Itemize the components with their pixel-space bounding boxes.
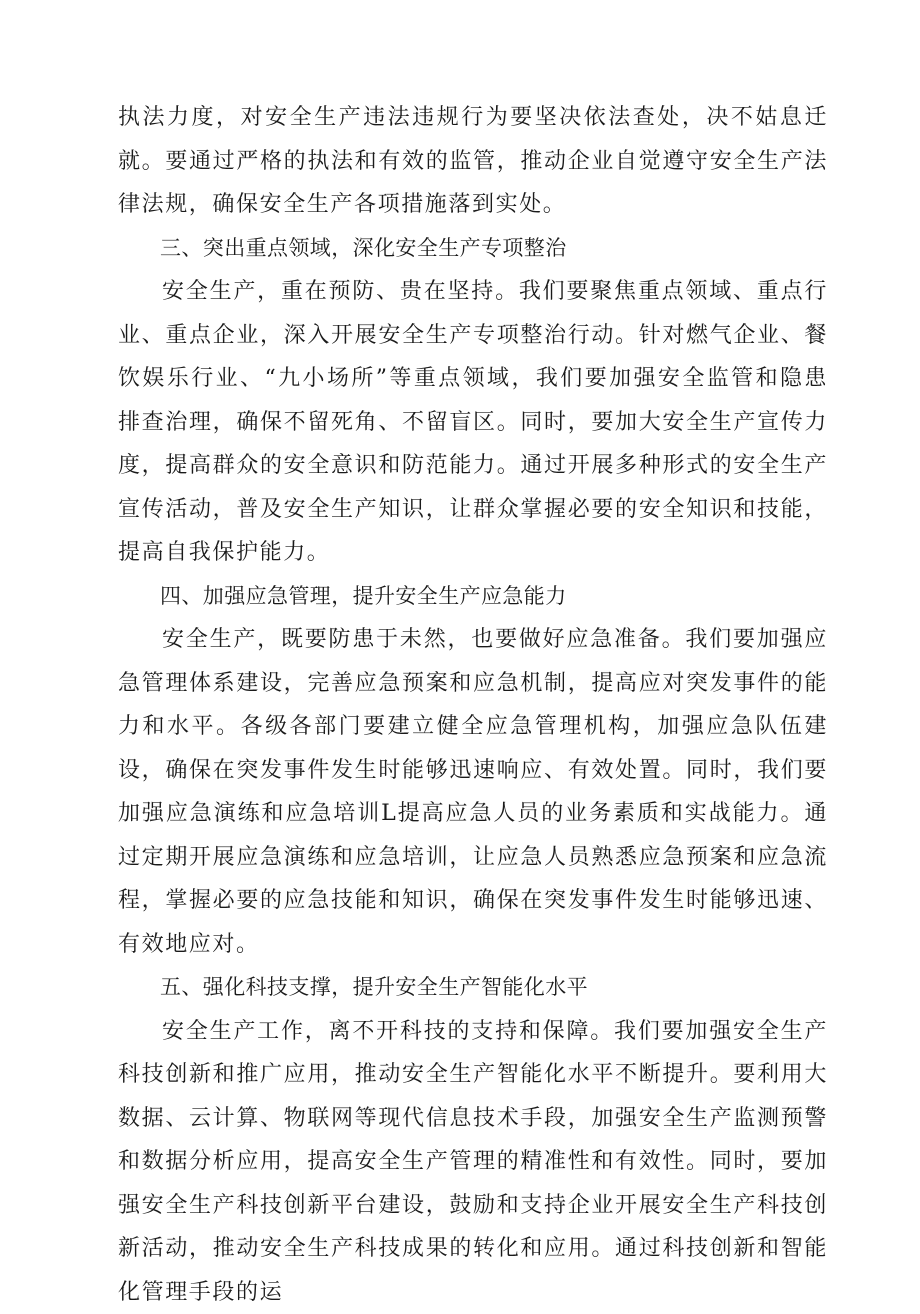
paragraph-emergency-management: 安全生产，既要防患于未然，也要做好应急准备。我们要加强应急管理体系建设，完善应急预案和应急机制，提高应对突发事件的能力和水平。各级各部门要建立健全应急管理机构，加强应急队伍建设，确保在突发事件发生时能够迅速响应、有效处置。同时，我们要加强应急演练和应急培训L提高应急人员的业务素质和实战能力。通过定期开展应急演练和应急培训，让应急人员熟悉应急预案和应急流程，掌握必要的应急技能和知识，确保在突发事件发生时能够迅速、有效地应对。 (118, 618, 828, 966)
paragraph-special-rectification: 安全生产，重在预防、贵在坚持。我们要聚焦重点领域、重点行业、重点企业，深入开展安全生产专项整治行动。针对燃气企业、餐饮娱乐行业、“九小场所”等重点领域，我们要加强安全监管和隐患排查治理，确保不留死角、不留盲区。同时，要加大安全生产宣传力度，提高群众的安全意识和防范能力。通过开展多种形式的安全生产宣传活动，普及安全生产知识，让群众掌握必要的安全知识和技能，提高自我保护能力。 (118, 270, 828, 575)
section-heading-4: 四、加强应急管理，提升安全生产应急能力 (118, 575, 828, 619)
section-heading-5: 五、强化科技支撑，提升安全生产智能化水平 (118, 966, 828, 1010)
document-body (118, 96, 828, 1314)
paragraph-law-enforcement-continued: 执法力度，对安全生产违法违规行为要坚决依法查处，决不姑息迁就。要通过严格的执法和有效的监管，推动企业自觉遵守安全生产法律法规，确保安全生产各项措施落到实处。 (118, 96, 828, 227)
paragraph-technology-support: 安全生产工作，离不开科技的支持和保障。我们要加强安全生产科技创新和推广应用，推动安全生产智能化水平不断提升。要利用大数据、云计算、物联网等现代信息技术手段，加强安全生产监测预警和数据分析应用，提高安全生产管理的精准性和有效性。同时，要加强安全生产科技创新平台建设，鼓励和支持企业开展安全生产科技创新活动，推动安全生产科技成果的转化和应用。通过科技创新和智能化管理手段的运 (118, 1010, 828, 1314)
section-heading-3: 三、突出重点领域，深化安全生产专项整治 (118, 227, 828, 271)
